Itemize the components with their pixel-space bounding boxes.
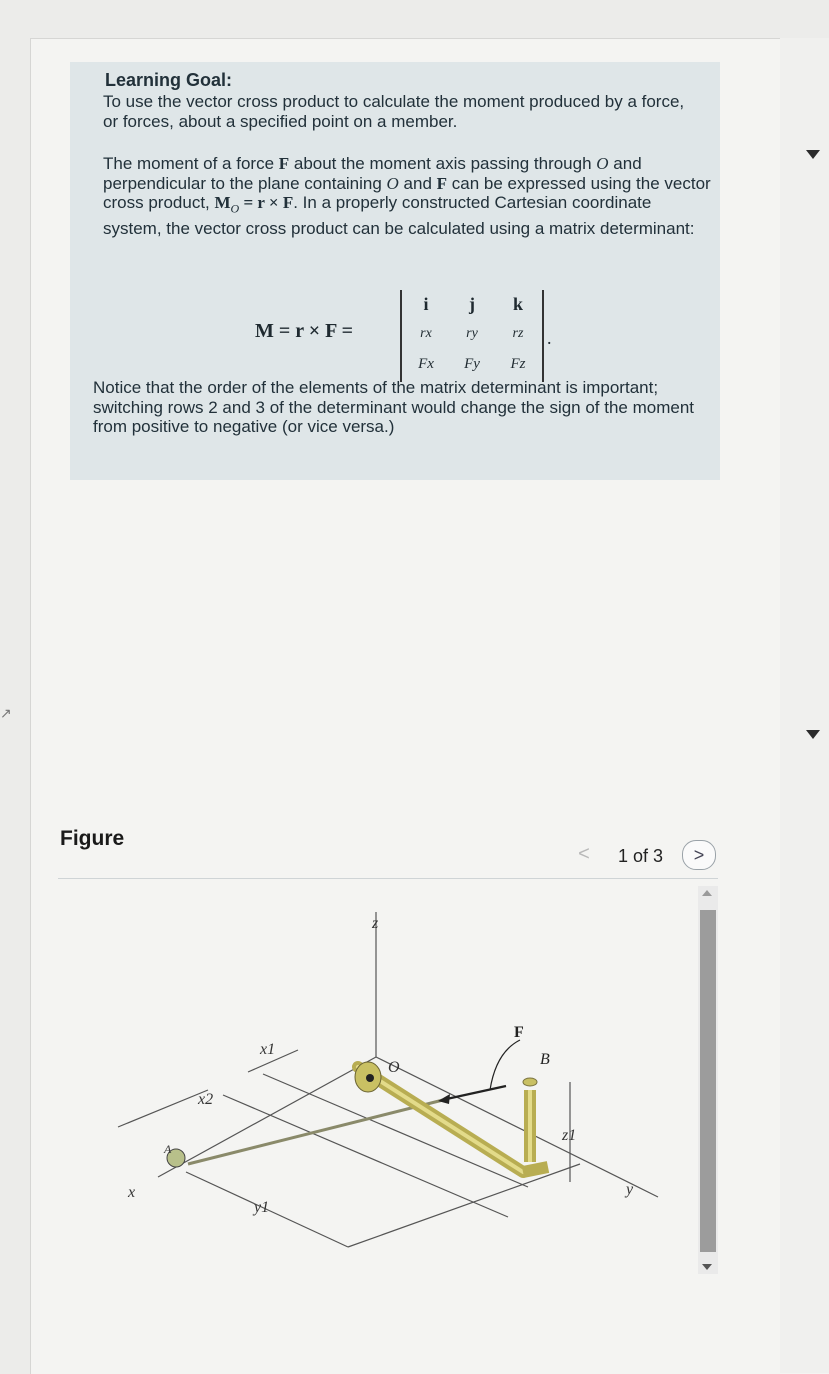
point-b-cap [523,1078,537,1086]
collapse-arrow-icon[interactable] [806,150,820,159]
scroll-down-icon[interactable] [702,1264,712,1270]
determinant-equation [255,290,575,382]
figure-divider [58,878,718,879]
label-f: F [514,1024,524,1041]
label-z1: z1 [562,1127,577,1144]
x-axis [158,1057,376,1177]
previous-figure-button[interactable]: < [578,843,590,865]
force-direction-arc [490,1040,520,1090]
det-cell: Fz [510,356,526,372]
det-cell: rx [420,326,432,341]
label-x2: x2 [198,1091,214,1108]
label-x: x [128,1184,136,1201]
y1-edge-line [348,1164,580,1247]
figure-diagram [58,882,698,1262]
force-arrowhead-icon [438,1094,450,1104]
label-o: O [388,1059,400,1076]
collapse-arrow-icon[interactable] [806,730,820,739]
learning-goal-panel [70,62,720,480]
learning-goal-title: Learning Goal: [105,70,233,90]
label-y1: y1 [254,1199,270,1216]
label-z: z [372,915,379,932]
scroll-up-icon[interactable] [702,890,712,896]
det-cell: k [512,294,523,314]
figure-scrollbar[interactable] [698,886,718,1274]
moment-description: The moment of a force F about the moment axis passing through O and perpendicular to the plane containing O and F can be expressed using the vector cross product, $M_O = r \times F$. In a properly constructed Cartesian coordinate system, the vector cross product can be calculated using a matrix determinant: [103,154,711,238]
determinant-matrix [400,290,544,382]
det-cell: Fy [464,356,480,372]
cursor-icon: ↗ [0,705,12,721]
equation-lhs: M = r × F = [255,320,354,342]
label-y: y [626,1181,634,1198]
y-axis [376,1057,658,1197]
next-figure-button[interactable]: > [682,840,716,870]
label-a: A [164,1142,172,1156]
det-cell: i [423,294,429,314]
det-cell: ry [466,326,478,341]
member-highlight [358,1067,523,1172]
det-cell: rz [512,326,524,341]
point-o-marker [366,1074,374,1082]
label-b: B [540,1051,550,1068]
det-cell: Fx [418,356,434,372]
figure-pager [570,840,720,870]
x2-dimension-line [118,1090,208,1127]
cable-line [188,1100,443,1164]
label-x1: x1 [260,1041,276,1058]
member-elbow [523,1167,548,1172]
det-cell: j [469,294,475,314]
force-vector-f [442,1086,506,1100]
learning-goal-intro: To use the vector cross product to calculate the moment produced by a force, or forces, about a specified point on a member. [103,92,685,131]
pager-count: 1 of 3 [618,846,664,866]
member-diagram [58,882,698,1262]
figure-heading: Figure [60,827,125,850]
right-strip [780,38,829,1373]
scroll-thumb[interactable] [700,910,716,1252]
notice-text: Notice that the order of the elements of the matrix determinant is important; switching rows 2 and 3 of the determinant would change the sign of the moment from positive to negative (or vice versa.) [93,378,695,436]
equation-end: . [547,328,552,348]
